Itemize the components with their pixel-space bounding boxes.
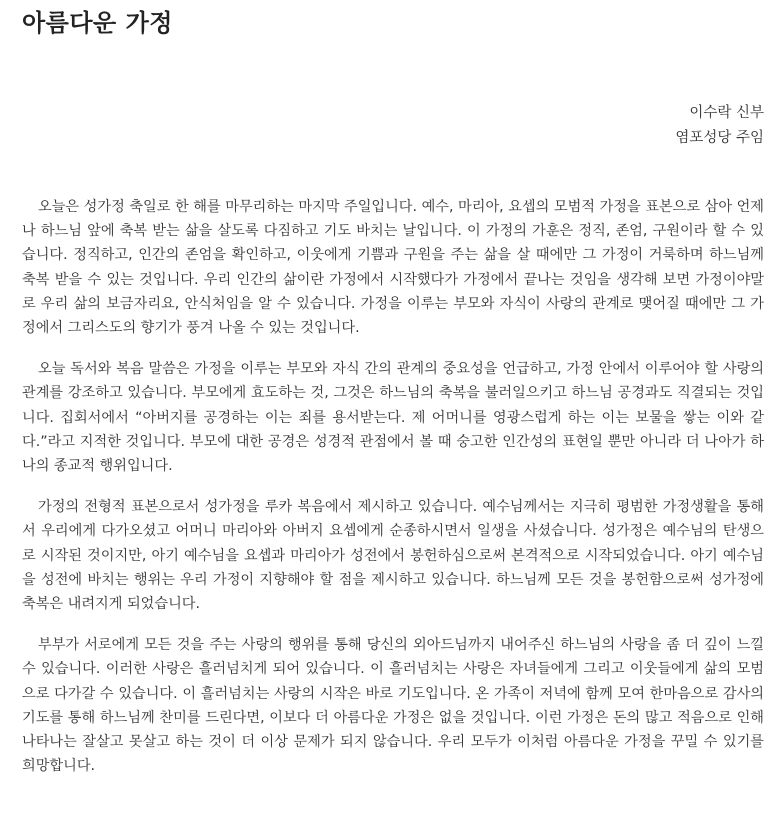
author-block — [675, 101, 764, 151]
paragraph: 오늘은 성가정 축일로 한 해를 마무리하는 마지막 주일입니다. 예수, 마리아, 요셉의 모범적 가정을 표본으로 삼아 언제나 하느님 앞에 축복 받는 삶을 살도록 다짐하고 기도 바치는 날입니다. 이 가정의 가훈은 정직, 존엄, 구원이라 할 수 있습니다. 정직하고, 인간의 존엄을 확인하고, 이웃에게 기쁨과 구원을 주는 삶을 살 때에만 그 가정이 거룩하며 하느님께 축복 받을 수 있는 것입니다. 우리 인간의 삶이란 가정에서 시작했다가 가정에서 끝나는 것임을 생각해 보면 가정이야말로 우리 삶의 보금자리요, 안식처임을 알 수 있습니다. 가정을 이루는 부모와 자식이 사랑의 관계로 맺어질 때에만 그 가정에서 그리스도의 향기가 풍겨 나올 수 있는 것입니다. — [22, 199, 764, 337]
author-name: 이수락 신부 — [689, 105, 764, 121]
paragraph: 오늘 독서와 복음 말씀은 가정을 이루는 부모와 자식 간의 관계의 중요성을 언급하고, 가정 안에서 이루어야 할 사랑의 관계를 강조하고 있습니다. 부모에게 효도하는 것, 그것은 하느님의 축복을 불러일으키고 하느님 공경과도 직결되는 것입니다. 집회서에서 “아버지를 공경하는 이는 죄를 용서받는다. 제 어머니를 영광스럽게 하는 이는 보물을 쌓는 이와 같다.”라고 지적한 것입니다. 부모에 대한 공경은 성경적 관점에서 볼 때 숭고한 인간성의 표현일 뿐만 아니라 더 나아가 하나의 종교적 행위입니다. — [22, 361, 764, 475]
paragraph: 부부가 서로에게 모든 것을 주는 사랑의 행위를 통해 당신의 외아드님까지 내어주신 하느님의 사랑을 좀 더 깊이 느낄 수 있습니다. 이러한 사랑은 흘러넘치게 되어 있습니다. 이 흘러넘치는 사랑은 자녀들에게 그리고 이웃들에게 삶의 모범으로 다가갈 수 있습니다. 이 흘러넘치는 사랑의 시작은 바로 기도입니다. 온 가족이 저녁에 함께 모여 한마음으로 감사의 기도를 통해 하느님께 찬미를 드린다면, 이보다 더 아름다운 가정은 없을 것입니다. 이런 가정은 돈의 많고 적음으로 인해 나타나는 잘살고 못살고 하는 것이 더 이상 문제가 되지 않습니다. 우리 모두가 이처럼 아름다운 가정을 꾸밀 수 있기를 희망합니다. — [22, 637, 764, 775]
article-title: 아름다운 가정 — [22, 9, 173, 37]
article-body — [22, 195, 764, 795]
author-parish: 염포성당 주임 — [675, 130, 764, 146]
paragraph: 가정의 전형적 표본으로서 성가정을 루카 복음에서 제시하고 있습니다. 예수님께서는 지극히 평범한 가정생활을 통해서 우리에게 다가오셨고 어머니 마리아와 아버지 요셉에게 순종하시면서 일생을 사셨습니다. 성가정은 예수님의 탄생으로 시작된 것이지만, 아기 예수님을 요셉과 마리아가 성전에서 봉헌하심으로써 본격적으로 시작되었습니다. 아기 예수님을 성전에 바치는 행위는 우리 가정이 지향해야 할 점을 제시하고 있습니다. 하느님께 모든 것을 봉헌함으로써 성가정에 축복은 내려지게 되었습니다. — [22, 499, 764, 613]
